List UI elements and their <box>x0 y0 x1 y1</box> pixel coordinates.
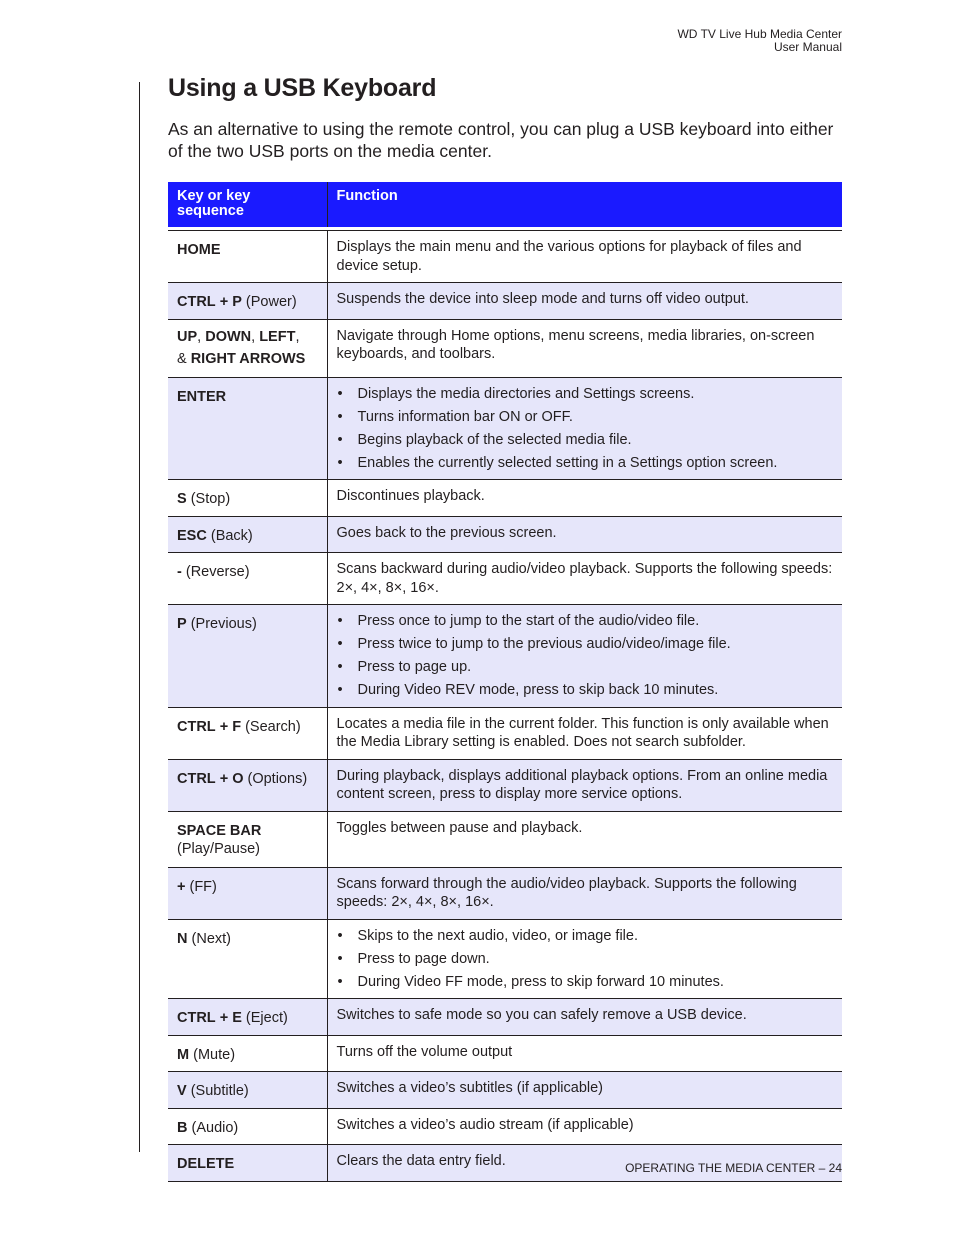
function-bullet: • Begins playback of the selected media file. <box>337 431 834 450</box>
function-bullet: • Press twice to jump to the previous audio/video/image file. <box>337 635 834 654</box>
key-cell <box>168 553 327 605</box>
function-bullet: • Skips to the next audio, video, or image file. <box>337 927 834 946</box>
header-function-column: Function <box>327 182 842 227</box>
table-row <box>168 811 842 867</box>
key-cell <box>168 377 327 480</box>
key-plus: + <box>219 294 229 310</box>
function-cell: Scans forward through the audio/video playback. Supports the following speeds: 2×, 4×, 8×, 16×. <box>327 867 842 919</box>
key-separator: , <box>295 328 300 345</box>
function-bullet: • Press to page up. <box>337 658 834 677</box>
key-description: (Back) <box>210 527 253 544</box>
table-row <box>168 283 842 320</box>
key-label: P <box>232 294 242 310</box>
table-row <box>168 759 842 811</box>
key-cell <box>168 1108 327 1145</box>
function-bullet: • Press once to jump to the start of the audio/video file. <box>337 612 834 631</box>
header-doc-type: User Manual <box>773 40 842 54</box>
table-row <box>168 707 842 759</box>
key-label: DELETE <box>177 1156 235 1172</box>
table-row <box>168 553 842 605</box>
function-bullet: • Press to page down. <box>337 950 834 969</box>
key-cell <box>168 867 327 919</box>
key-description: (Play/Pause) <box>177 841 261 857</box>
key-cell <box>168 283 327 320</box>
key-plus: + <box>219 770 229 787</box>
function-cell <box>327 377 842 480</box>
margin-rule <box>139 82 140 1152</box>
function-bullet-list <box>337 385 834 473</box>
key-cell <box>168 811 327 867</box>
key-label: CTRL <box>177 718 216 735</box>
function-cell: Switches a video’s subtitles (if applicable) <box>327 1072 842 1109</box>
running-header <box>677 28 842 54</box>
table-row <box>168 605 842 708</box>
key-label: P <box>177 616 187 632</box>
function-cell: Suspends the device into sleep mode and turns off video output. <box>327 283 842 320</box>
key-label: M <box>177 1046 190 1063</box>
key-description: (Audio) <box>191 1119 239 1136</box>
key-description: (Reverse) <box>185 564 250 580</box>
function-cell: Displays the main menu and the various options for playback of files and device setup. <box>327 231 842 283</box>
table-row <box>168 516 842 553</box>
key-cell <box>168 1072 327 1109</box>
header-product: WD TV Live Hub Media Center <box>677 27 842 41</box>
key-description: (Subtitle) <box>190 1083 249 1099</box>
table-row <box>168 1035 842 1072</box>
key-label: SPACE BAR <box>177 822 262 839</box>
table-row <box>168 231 842 283</box>
key-cell <box>168 1035 327 1072</box>
key-label: DOWN <box>205 328 252 345</box>
function-cell <box>327 919 842 999</box>
function-bullet: • Turns information bar ON or OFF. <box>337 408 834 427</box>
key-plus: + <box>219 1010 229 1026</box>
function-cell: Discontinues playback. <box>327 480 842 517</box>
key-cell <box>168 759 327 811</box>
function-bullet-list <box>337 612 834 700</box>
function-cell: During playback, displays additional playback options. From an online media content screen, press to display more service options. <box>327 759 842 811</box>
function-cell: Toggles between pause and playback. <box>327 811 842 867</box>
page-title: Using a USB Keyboard <box>168 74 437 102</box>
key-cell <box>168 1145 327 1182</box>
key-label: B <box>177 1119 188 1136</box>
key-description: (Search) <box>245 718 301 735</box>
key-cell <box>168 707 327 759</box>
key-cell <box>168 605 327 708</box>
key-cell <box>168 231 327 283</box>
page-footer: OPERATING THE MEDIA CENTER – 24 <box>625 1161 842 1175</box>
table-row <box>168 867 842 919</box>
function-bullet: • During Video REV mode, press to skip back 10 minutes. <box>337 681 834 700</box>
key-label: HOME <box>177 242 221 258</box>
key-cell <box>168 319 327 377</box>
key-label: O <box>232 770 244 787</box>
table-row <box>168 1072 842 1109</box>
key-label: E <box>232 1010 242 1026</box>
table-row <box>168 919 842 999</box>
function-cell: Navigate through Home options, menu screens, media libraries, on-screen keyboards, and toolbars. <box>327 319 842 377</box>
key-separator: & <box>177 350 191 367</box>
function-cell: Goes back to the previous screen. <box>327 516 842 553</box>
key-plus: + <box>219 718 229 735</box>
intro-paragraph: As an alternative to using the remote control, you can plug a USB keyboard into either of the two USB ports on the media center. <box>168 119 834 161</box>
function-bullet-list <box>337 927 834 992</box>
key-label: CTRL <box>177 294 216 310</box>
key-description: (Previous) <box>190 616 257 632</box>
function-bullet: • Displays the media directories and Settings screens. <box>337 385 834 404</box>
table-row <box>168 1108 842 1145</box>
key-label: ESC <box>177 527 207 544</box>
key-label: RIGHT ARROWS <box>190 350 306 367</box>
key-label: F <box>232 718 242 735</box>
key-label: S <box>177 491 187 507</box>
keyboard-shortcuts-table <box>168 182 842 1182</box>
key-cell <box>168 999 327 1036</box>
function-cell: Clears the data entry field. <box>327 1145 842 1182</box>
key-description: (Options) <box>247 770 308 787</box>
key-label: V <box>177 1083 187 1099</box>
key-label: ENTER <box>177 388 227 405</box>
table-row <box>168 480 842 517</box>
key-label: CTRL <box>177 1010 216 1026</box>
function-cell: Switches to safe mode so you can safely remove a USB device. <box>327 999 842 1036</box>
key-description: (Power) <box>245 294 297 310</box>
table-row <box>168 999 842 1036</box>
table-row <box>168 319 842 377</box>
key-label: N <box>177 930 188 947</box>
function-cell: Turns off the volume output <box>327 1035 842 1072</box>
key-label: CTRL <box>177 770 216 787</box>
function-cell <box>327 605 842 708</box>
table-body <box>168 231 842 1182</box>
key-description: (Next) <box>191 930 231 947</box>
key-label: UP <box>177 328 198 345</box>
function-bullet: • Enables the currently selected setting in a Settings option screen. <box>337 454 834 473</box>
function-cell: Switches a video’s audio stream (if applicable) <box>327 1108 842 1145</box>
function-cell: Scans backward during audio/video playback. Supports the following speeds: 2×, 4×, 8×, 16×. <box>327 553 842 605</box>
key-cell <box>168 919 327 999</box>
key-description: (Stop) <box>190 491 231 507</box>
header-key-column: Key or key sequence <box>168 182 327 227</box>
table-header-row <box>168 182 842 227</box>
key-description: (FF) <box>189 878 217 895</box>
key-label: + <box>177 878 186 895</box>
key-cell <box>168 516 327 553</box>
function-bullet: • During Video FF mode, press to skip forward 10 minutes. <box>337 973 834 992</box>
key-separator: , <box>197 328 206 345</box>
function-cell: Locates a media file in the current folder. This function is only available when the Media Library setting is enabled. Does not search subfolder. <box>327 707 842 759</box>
key-label: - <box>177 564 182 580</box>
table-row <box>168 377 842 480</box>
key-cell <box>168 480 327 517</box>
key-separator: , <box>251 328 260 345</box>
key-description: (Mute) <box>193 1046 236 1063</box>
key-description: (Eject) <box>245 1010 288 1026</box>
key-label: LEFT <box>259 328 296 345</box>
